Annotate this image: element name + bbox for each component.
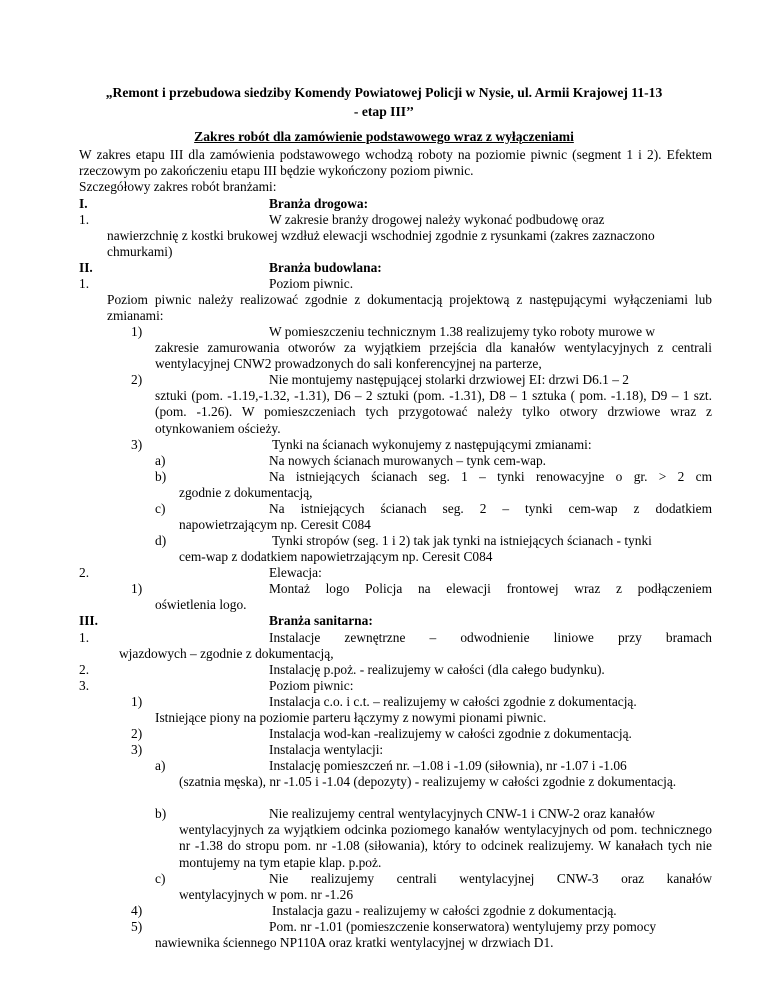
section-3-sub-4-number: 4) xyxy=(131,903,143,918)
section-1-item-1-number: 1. xyxy=(79,212,90,227)
section-2-item-1-number: 1. xyxy=(79,276,90,291)
section-2-sub-3-c-number: c) xyxy=(155,501,166,516)
section-2-item-1-para: Poziom piwnic należy realizować zgodnie z dokumentacją projektową z następującymi wyłączeniami lub zmianami: xyxy=(107,292,712,324)
section-2-item-1-first: Poziom piwnic. xyxy=(269,276,354,291)
section-3-sub-3-c-number: c) xyxy=(155,871,166,886)
section-2-sub-3-b-first: Na istniejących ścianach seg. 1 – tynki renowacyjne o gr. > 2 cm xyxy=(269,469,712,484)
intro-scope-line: Szczegółowy zakres robót branżami: xyxy=(79,179,277,194)
intro-paragraph: W zakres etapu III dla zamówienia podstawowego wchodzą roboty na poziomie piwnic (segment 1 i 2). Efektem rzeczowym po zakończeniu etapu III będzie wykończony poziom piwnic. xyxy=(79,147,712,179)
section-2-item-2-first: Elewacja: xyxy=(269,565,322,580)
section-3-sub-3-b-rest: wentylacyjnych za wyjątkiem odcinka poziomego kanałów wentylacyjnych od pom. technicznego nr -1.38 do stropu pom. nr -1.08 (siłowania), który to odcinek realizujemy. W kanałach tych nie montujemy na tym etapie klap. p.poż. xyxy=(179,822,712,870)
section-2-sub-1-number: 1) xyxy=(131,324,143,339)
section-2-item-2-sub-1-number: 1) xyxy=(131,581,143,596)
section-3-sub-5-first: Pom. nr -1.01 (pomieszczenie konserwatora) wentylujemy przy pomocy xyxy=(269,919,657,934)
section-3-heading: Branża sanitarna: xyxy=(269,613,373,628)
section-3-number: III. xyxy=(79,613,98,628)
section-2-number: II. xyxy=(79,260,93,275)
section-3-sub-3-c-rest: wentylacyjnych w pom. nr -1.26 xyxy=(179,887,354,902)
section-3-sub-3-a-rest: (szatnia męska), nr -1.05 i -1.04 (depozyty) - realizujemy w całości zgodnie z dokumentacją. xyxy=(179,774,677,789)
section-1-number: I. xyxy=(79,196,88,211)
section-2-sub-3-b-number: b) xyxy=(155,469,167,484)
section-2-item-2-sub-1-rest: oświetlenia logo. xyxy=(155,597,247,612)
section-2-sub-3-c-first: Na istniejących ścianach seg. 2 – tynki cem-wap z dodatkiem xyxy=(269,501,712,516)
title-line-1: „Remont i przebudowa siedziby Komendy Powiatowej Policji w Nysie, ul. Armii Krajowej 11-13 xyxy=(105,85,663,100)
section-2-sub-1-rest: zakresie zamurowania otworów za wyjątkiem przejścia dla kanałów wentylacyjnych z centrali wentylacyjnej CNW2 prowadzonych do sali konferencyjnej na parterze, xyxy=(155,340,712,372)
section-2-sub-3-number: 3) xyxy=(131,437,143,452)
section-3-sub-2-text: Instalacja wod-kan -realizujemy w całości zgodnie z dokumentacją. xyxy=(269,726,632,741)
section-2-sub-3-d-first: Tynki stropów (seg. 1 i 2) tak jak tynki na istniejących ścianach - tynki xyxy=(272,533,652,548)
section-2-sub-2-first: Nie montujemy następującej stolarki drzwiowej EI: drzwi D6.1 – 2 xyxy=(269,372,629,387)
section-3-sub-5-number: 5) xyxy=(131,919,143,934)
section-3-sub-3-b-number: b) xyxy=(155,806,167,821)
section-2-sub-3-a-text: Na nowych ścianach murowanych – tynk cem-wap. xyxy=(269,453,547,468)
section-3-sub-4-text: Instalacja gazu - realizujemy w całości zgodnie z dokumentacją. xyxy=(272,903,617,918)
section-2-sub-3-a-number: a) xyxy=(155,453,166,468)
section-3-sub-5-rest: nawiewnika ściennego NP110A oraz kratki wentylacyjnej w drzwiach D1. xyxy=(155,935,554,950)
section-2-item-2-number: 2. xyxy=(79,565,90,580)
section-2-sub-3-d-rest: cem-wap z dodatkiem napowietrzającym np. Ceresit C084 xyxy=(179,549,493,564)
section-3-item-3-first: Poziom piwnic: xyxy=(269,678,354,693)
section-2-sub-3-c-rest: napowietrzającym np. Ceresit C084 xyxy=(179,517,371,532)
document-subtitle: Zakres robót dla zamówienie podstawowego wraz z wyłączeniami xyxy=(194,129,574,144)
section-2-sub-3-d-number: d) xyxy=(155,533,167,548)
section-3-sub-3-a-number: a) xyxy=(155,758,166,773)
section-3-item-1-rest: wjazdowych – zgodnie z dokumentacją, xyxy=(119,646,334,661)
section-1-heading: Branża drogowa: xyxy=(269,196,369,211)
section-2-sub-3-b-rest: zgodnie z dokumentacją, xyxy=(179,485,313,500)
section-2-sub-2-number: 2) xyxy=(131,372,143,387)
section-3-item-1-number: 1. xyxy=(79,630,90,645)
section-3-item-1-first: Instalacje zewnętrzne – odwodnienie liniowe przy bramach xyxy=(269,630,712,645)
section-3-sub-3-first: Instalacja wentylacji: xyxy=(269,742,384,757)
section-3-item-2-text: Instalację p.poż. - realizujemy w całości (dla całego budynku). xyxy=(269,662,605,677)
title-line-2: - etap III’’ xyxy=(353,104,415,119)
section-3-sub-1-rest: Istniejące piony na poziomie parteru łączymy z nowymi pionami piwnic. xyxy=(155,710,547,725)
section-2-heading: Branża budowlana: xyxy=(269,260,382,275)
section-2-sub-2-rest: sztuki (pom. -1.19,-1.32, -1.31), D6 – 2 sztuki (pom. -1.31), D8 – 1 sztuka ( pom. -1.18), D9 – 1 szt. (pom. -1.26). W pomieszczeniach tych przygotować należy tylko otwory drzwiowe wraz z otynkowaniem ościeży. xyxy=(155,388,712,436)
section-2-sub-1-first: W pomieszczeniu technicznym 1.38 realizujemy tyko roboty murowe w xyxy=(269,324,656,339)
section-2-item-2-sub-1-first: Montaż logo Policja na elewacji frontowej wraz z podłączeniem xyxy=(269,581,712,596)
section-3-sub-2-number: 2) xyxy=(131,726,143,741)
section-3-sub-3-a-first: Instalację pomieszczeń nr. –1.08 i -1.09 (siłownia), nr -1.07 i -1.06 xyxy=(269,758,627,773)
section-3-sub-1-number: 1) xyxy=(131,694,143,709)
section-2-sub-3-first: Tynki na ścianach wykonujemy z następującymi zmianami: xyxy=(272,437,592,452)
section-3-sub-3-number: 3) xyxy=(131,742,143,757)
document-title xyxy=(60,83,708,121)
section-1-item-1-first: W zakresie branży drogowej należy wykonać podbudowę oraz xyxy=(269,212,605,227)
section-3-item-3-number: 3. xyxy=(79,678,90,693)
section-1-item-1-rest: nawierzchnię z kostki brukowej wzdłuż elewacji wschodniej zgodnie z rysunkami (zakres zaznaczono chmurkami) xyxy=(107,228,655,260)
section-3-sub-3-c-first: Nie realizujemy centrali wentylacyjnej CNW-3 oraz kanałów xyxy=(269,871,712,886)
section-3-sub-3-b-first: Nie realizujemy central wentylacyjnych CNW-1 i CNW-2 oraz kanałów xyxy=(269,806,655,821)
section-3-sub-1-first: Instalacja c.o. i c.t. – realizujemy w całości zgodnie z dokumentacją. xyxy=(269,694,637,709)
section-3-item-2-number: 2. xyxy=(79,662,90,677)
